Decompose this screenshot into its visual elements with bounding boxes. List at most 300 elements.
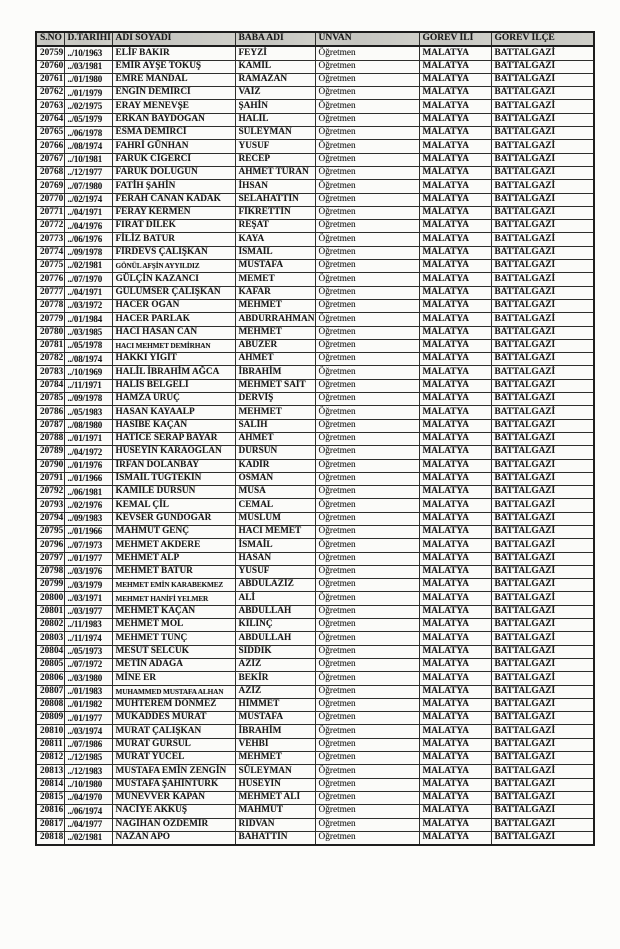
cell-name-surname: MEHMET MOL — [112, 619, 235, 632]
cell-duty-district: BATTALGAZİ — [491, 658, 594, 671]
cell-serial-number: 20765 — [36, 127, 64, 140]
cell-duty-district: BATTALGAZİ — [491, 153, 594, 166]
table-row — [36, 366, 594, 379]
table-row — [36, 765, 594, 778]
table-row — [36, 632, 594, 645]
cell-father-name: MEHMET SAİT — [235, 379, 315, 392]
cell-duty-district: BATTALGAZİ — [491, 446, 594, 459]
cell-name-surname: FATİH ŞAHİN — [112, 180, 235, 193]
cell-name-surname: MURAT GÜRSUL — [112, 738, 235, 751]
cell-duty-province: MALATYA — [419, 87, 491, 100]
cell-title: Öğretmen — [315, 46, 419, 60]
cell-title: Öğretmen — [315, 100, 419, 113]
cell-father-name: HALİL — [235, 113, 315, 126]
cell-duty-province: MALATYA — [419, 233, 491, 246]
table-row — [36, 432, 594, 445]
cell-title: Öğretmen — [315, 658, 419, 671]
cell-duty-province: MALATYA — [419, 672, 491, 685]
cell-duty-province: MALATYA — [419, 472, 491, 485]
cell-serial-number: 20817 — [36, 818, 64, 831]
cell-duty-district: BATTALGAZİ — [491, 765, 594, 778]
cell-duty-district: BATTALGAZİ — [491, 725, 594, 738]
cell-serial-number: 20769 — [36, 180, 64, 193]
cell-title: Öğretmen — [315, 113, 419, 126]
cell-title: Öğretmen — [315, 725, 419, 738]
cell-name-surname: GÖNÜL AFŞİN AYYILDIZ — [112, 260, 235, 273]
cell-duty-district: BATTALGAZİ — [491, 525, 594, 538]
header-row — [36, 32, 594, 46]
cell-father-name: YUSUF — [235, 140, 315, 153]
cell-serial-number: 20790 — [36, 459, 64, 472]
cell-title: Öğretmen — [315, 299, 419, 312]
table-row — [36, 379, 594, 392]
table-row — [36, 791, 594, 804]
cell-father-name: RIDVAN — [235, 818, 315, 831]
cell-father-name: KAFAR — [235, 286, 315, 299]
cell-name-surname: HÜSEYİN KARAOĞLAN — [112, 446, 235, 459]
cell-name-surname: GÜLÇİN KAZANCI — [112, 273, 235, 286]
cell-duty-district: BATTALGAZİ — [491, 260, 594, 273]
cell-father-name: MUSTAFA — [235, 712, 315, 725]
cell-birth-date: ../04/1977 — [64, 818, 112, 831]
table-row — [36, 552, 594, 565]
cell-father-name: ŞAHİN — [235, 100, 315, 113]
cell-serial-number: 20813 — [36, 765, 64, 778]
cell-duty-district: BATTALGAZİ — [491, 246, 594, 259]
cell-title: Öğretmen — [315, 818, 419, 831]
cell-father-name: İBRAHİM — [235, 725, 315, 738]
cell-father-name: AZİZ — [235, 685, 315, 698]
cell-duty-district: BATTALGAZİ — [491, 486, 594, 499]
cell-title: Öğretmen — [315, 645, 419, 658]
cell-father-name: AHMET — [235, 432, 315, 445]
table-row — [36, 592, 594, 605]
cell-title: Öğretmen — [315, 353, 419, 366]
cell-duty-district: BATTALGAZİ — [491, 46, 594, 60]
cell-serial-number: 20783 — [36, 366, 64, 379]
cell-father-name: KAMİL — [235, 60, 315, 73]
cell-father-name: İHSAN — [235, 180, 315, 193]
cell-serial-number: 20766 — [36, 140, 64, 153]
cell-duty-district: BATTALGAZİ — [491, 339, 594, 352]
cell-serial-number: 20786 — [36, 406, 64, 419]
cell-name-surname: ESMA DEMİRCİ — [112, 127, 235, 140]
table-body — [36, 46, 594, 845]
cell-duty-province: MALATYA — [419, 366, 491, 379]
cell-serial-number: 20808 — [36, 698, 64, 711]
table-row — [36, 193, 594, 206]
cell-name-surname: METİN ADAĞA — [112, 658, 235, 671]
cell-father-name: ABDURRAHMAN — [235, 313, 315, 326]
cell-father-name: MEHMET — [235, 406, 315, 419]
cell-serial-number: 20772 — [36, 220, 64, 233]
cell-serial-number: 20797 — [36, 552, 64, 565]
table-row — [36, 619, 594, 632]
table-row — [36, 685, 594, 698]
cell-name-surname: İSMAİL TUĞTEKİN — [112, 472, 235, 485]
cell-duty-district: BATTALGAZİ — [491, 180, 594, 193]
cell-duty-province: MALATYA — [419, 326, 491, 339]
table-row — [36, 499, 594, 512]
cell-duty-province: MALATYA — [419, 579, 491, 592]
table-row — [36, 419, 594, 432]
cell-title: Öğretmen — [315, 393, 419, 406]
cell-duty-province: MALATYA — [419, 698, 491, 711]
cell-father-name: VEHBİ — [235, 738, 315, 751]
cell-birth-date: ../01/1971 — [64, 432, 112, 445]
cell-name-surname: HAMZA URUÇ — [112, 393, 235, 406]
cell-name-surname: FİLİZ BATUR — [112, 233, 235, 246]
cell-name-surname: EMRE MANDAL — [112, 73, 235, 86]
cell-birth-date: ../02/1976 — [64, 499, 112, 512]
cell-duty-province: MALATYA — [419, 100, 491, 113]
cell-serial-number: 20811 — [36, 738, 64, 751]
cell-father-name: İSMAİL — [235, 246, 315, 259]
cell-birth-date: ../01/1966 — [64, 525, 112, 538]
cell-duty-district: BATTALGAZİ — [491, 539, 594, 552]
table-row — [36, 127, 594, 140]
cell-name-surname: HAKKI YİĞİT — [112, 353, 235, 366]
cell-duty-district: BATTALGAZİ — [491, 565, 594, 578]
cell-father-name: FEYZİ — [235, 46, 315, 60]
cell-duty-province: MALATYA — [419, 791, 491, 804]
cell-serial-number: 20778 — [36, 299, 64, 312]
cell-duty-province: MALATYA — [419, 725, 491, 738]
cell-father-name: MUSTAFA — [235, 260, 315, 273]
cell-father-name: VAİZ — [235, 87, 315, 100]
cell-duty-district: BATTALGAZİ — [491, 299, 594, 312]
cell-duty-province: MALATYA — [419, 712, 491, 725]
cell-father-name: ABUZER — [235, 339, 315, 352]
cell-name-surname: MURAT YÜCEL — [112, 752, 235, 765]
cell-birth-date: ../02/1981 — [64, 260, 112, 273]
cell-birth-date: ../03/1977 — [64, 605, 112, 618]
cell-serial-number: 20818 — [36, 831, 64, 845]
cell-birth-date: ../01/1980 — [64, 73, 112, 86]
table-row — [36, 486, 594, 499]
cell-duty-district: BATTALGAZİ — [491, 805, 594, 818]
cell-father-name: İBRAHİM — [235, 366, 315, 379]
cell-name-surname: FIRAT DİLEK — [112, 220, 235, 233]
cell-duty-district: BATTALGAZİ — [491, 313, 594, 326]
cell-name-surname: HALİL İBRAHİM AĞCA — [112, 366, 235, 379]
cell-title: Öğretmen — [315, 605, 419, 618]
cell-title: Öğretmen — [315, 180, 419, 193]
cell-birth-date: ../03/1972 — [64, 299, 112, 312]
cell-duty-province: MALATYA — [419, 486, 491, 499]
cell-father-name: ALİ — [235, 592, 315, 605]
cell-duty-province: MALATYA — [419, 605, 491, 618]
cell-duty-district: BATTALGAZİ — [491, 206, 594, 219]
cell-duty-province: MALATYA — [419, 60, 491, 73]
cell-duty-district: BATTALGAZİ — [491, 233, 594, 246]
cell-father-name: HİMMET — [235, 698, 315, 711]
cell-birth-date: ../05/1983 — [64, 406, 112, 419]
cell-birth-date: ../09/1978 — [64, 393, 112, 406]
table-row — [36, 180, 594, 193]
cell-serial-number: 20775 — [36, 260, 64, 273]
cell-father-name: İSMAİL — [235, 539, 315, 552]
cell-father-name: AHMET — [235, 353, 315, 366]
cell-duty-province: MALATYA — [419, 592, 491, 605]
table-row — [36, 698, 594, 711]
cell-name-surname: MUHAMMED MUSTAFA ALHAN — [112, 685, 235, 698]
cell-birth-date: ../02/1975 — [64, 100, 112, 113]
cell-title: Öğretmen — [315, 778, 419, 791]
column-header-title: UNVAN — [315, 32, 419, 46]
column-header-province: GÖREV İLİ — [419, 32, 491, 46]
cell-serial-number: 20793 — [36, 499, 64, 512]
cell-duty-province: MALATYA — [419, 379, 491, 392]
cell-father-name: KILINÇ — [235, 619, 315, 632]
cell-title: Öğretmen — [315, 446, 419, 459]
cell-title: Öğretmen — [315, 592, 419, 605]
cell-birth-date: ../06/1978 — [64, 127, 112, 140]
cell-father-name: SÜLEYMAN — [235, 127, 315, 140]
cell-serial-number: 20807 — [36, 685, 64, 698]
cell-name-surname: ERKAN BAYDOĞAN — [112, 113, 235, 126]
cell-duty-province: MALATYA — [419, 220, 491, 233]
cell-birth-date: ../01/1976 — [64, 459, 112, 472]
table-row — [36, 831, 594, 845]
cell-name-surname: MEHMET TUNÇ — [112, 632, 235, 645]
cell-title: Öğretmen — [315, 87, 419, 100]
cell-title: Öğretmen — [315, 166, 419, 179]
cell-birth-date: ../03/1980 — [64, 672, 112, 685]
cell-birth-date: ../12/1983 — [64, 765, 112, 778]
cell-duty-district: BATTALGAZİ — [491, 60, 594, 73]
cell-duty-district: BATTALGAZİ — [491, 778, 594, 791]
cell-duty-district: BATTALGAZİ — [491, 632, 594, 645]
cell-father-name: MÜSLÜM — [235, 512, 315, 525]
table-row — [36, 166, 594, 179]
table-row — [36, 113, 594, 126]
table-row — [36, 579, 594, 592]
cell-serial-number: 20803 — [36, 632, 64, 645]
cell-title: Öğretmen — [315, 153, 419, 166]
cell-serial-number: 20773 — [36, 233, 64, 246]
cell-birth-date: ../12/1977 — [64, 166, 112, 179]
cell-name-surname: MEHMET EMİN KARABEKMEZ — [112, 579, 235, 592]
cell-duty-province: MALATYA — [419, 539, 491, 552]
cell-name-surname: NAZAN APO — [112, 831, 235, 845]
table-row — [36, 326, 594, 339]
cell-title: Öğretmen — [315, 512, 419, 525]
cell-serial-number: 20796 — [36, 539, 64, 552]
cell-name-surname: HACER PARLAK — [112, 313, 235, 326]
table-row — [36, 206, 594, 219]
cell-title: Öğretmen — [315, 712, 419, 725]
cell-name-surname: MEHMET AKDERE — [112, 539, 235, 552]
cell-duty-province: MALATYA — [419, 206, 491, 219]
cell-duty-province: MALATYA — [419, 299, 491, 312]
cell-title: Öğretmen — [315, 339, 419, 352]
cell-duty-district: BATTALGAZİ — [491, 672, 594, 685]
cell-serial-number: 20791 — [36, 472, 64, 485]
cell-serial-number: 20764 — [36, 113, 64, 126]
table-row — [36, 459, 594, 472]
cell-serial-number: 20795 — [36, 525, 64, 538]
table-row — [36, 273, 594, 286]
cell-name-surname: GÜLÜMSER ÇALIŞKAN — [112, 286, 235, 299]
cell-name-surname: NAGİHAN ÖZDEMİR — [112, 818, 235, 831]
cell-title: Öğretmen — [315, 260, 419, 273]
cell-birth-date: ../07/1970 — [64, 273, 112, 286]
cell-birth-date: ../04/1971 — [64, 286, 112, 299]
cell-father-name: KAYA — [235, 233, 315, 246]
cell-name-surname: MAHMUT GENÇ — [112, 525, 235, 538]
cell-serial-number: 20777 — [36, 286, 64, 299]
cell-title: Öğretmen — [315, 752, 419, 765]
cell-father-name: OSMAN — [235, 472, 315, 485]
cell-father-name: CEMAL — [235, 499, 315, 512]
cell-duty-district: BATTALGAZİ — [491, 366, 594, 379]
cell-birth-date: ../07/1972 — [64, 658, 112, 671]
table-row — [36, 818, 594, 831]
cell-title: Öğretmen — [315, 765, 419, 778]
cell-title: Öğretmen — [315, 791, 419, 804]
cell-title: Öğretmen — [315, 419, 419, 432]
cell-name-surname: MEHMET HANİFİ YELMER — [112, 592, 235, 605]
cell-name-surname: MEHMET KAÇAN — [112, 605, 235, 618]
cell-duty-district: BATTALGAZİ — [491, 552, 594, 565]
cell-name-surname: ENGİN DEMİRCİ — [112, 87, 235, 100]
table-row — [36, 246, 594, 259]
cell-birth-date: ../01/1983 — [64, 685, 112, 698]
cell-duty-province: MALATYA — [419, 339, 491, 352]
table-row — [36, 87, 594, 100]
table-row — [36, 46, 594, 60]
cell-duty-district: BATTALGAZİ — [491, 472, 594, 485]
cell-duty-district: BATTALGAZİ — [491, 127, 594, 140]
cell-name-surname: HALİS BELGELİ — [112, 379, 235, 392]
cell-father-name: DURSUN — [235, 446, 315, 459]
cell-birth-date: ../01/1977 — [64, 552, 112, 565]
cell-serial-number: 20774 — [36, 246, 64, 259]
cell-duty-province: MALATYA — [419, 525, 491, 538]
cell-duty-province: MALATYA — [419, 419, 491, 432]
table-row — [36, 525, 594, 538]
cell-duty-district: BATTALGAZİ — [491, 87, 594, 100]
cell-serial-number: 20800 — [36, 592, 64, 605]
cell-name-surname: HACI HASAN CAN — [112, 326, 235, 339]
cell-duty-province: MALATYA — [419, 406, 491, 419]
cell-title: Öğretmen — [315, 193, 419, 206]
cell-serial-number: 20816 — [36, 805, 64, 818]
cell-birth-date: ../07/1973 — [64, 539, 112, 552]
cell-serial-number: 20789 — [36, 446, 64, 459]
cell-duty-province: MALATYA — [419, 393, 491, 406]
cell-duty-district: BATTALGAZİ — [491, 499, 594, 512]
table-row — [36, 725, 594, 738]
cell-birth-date: ../04/1970 — [64, 791, 112, 804]
cell-duty-district: BATTALGAZİ — [491, 73, 594, 86]
cell-title: Öğretmen — [315, 672, 419, 685]
cell-duty-district: BATTALGAZİ — [491, 791, 594, 804]
table-row — [36, 393, 594, 406]
cell-birth-date: ../06/1974 — [64, 805, 112, 818]
cell-title: Öğretmen — [315, 472, 419, 485]
cell-serial-number: 20780 — [36, 326, 64, 339]
cell-birth-date: ../11/1974 — [64, 632, 112, 645]
cell-father-name: MAHMUT — [235, 805, 315, 818]
cell-name-surname: MEHMET ALP — [112, 552, 235, 565]
cell-serial-number: 20782 — [36, 353, 64, 366]
cell-duty-province: MALATYA — [419, 831, 491, 845]
cell-name-surname: HACI MEHMET DEMİRHAN — [112, 339, 235, 352]
cell-title: Öğretmen — [315, 273, 419, 286]
cell-title: Öğretmen — [315, 432, 419, 445]
cell-name-surname: KEMAL ÇİL — [112, 499, 235, 512]
cell-father-name: ABDULLAH — [235, 632, 315, 645]
cell-serial-number: 20768 — [36, 166, 64, 179]
cell-duty-district: BATTALGAZİ — [491, 166, 594, 179]
cell-title: Öğretmen — [315, 632, 419, 645]
cell-father-name: HASAN — [235, 552, 315, 565]
table-row — [36, 778, 594, 791]
cell-duty-province: MALATYA — [419, 273, 491, 286]
cell-birth-date: ../03/1979 — [64, 579, 112, 592]
cell-birth-date: ../11/1983 — [64, 619, 112, 632]
table-row — [36, 645, 594, 658]
cell-serial-number: 20810 — [36, 725, 64, 738]
cell-duty-province: MALATYA — [419, 260, 491, 273]
cell-title: Öğretmen — [315, 60, 419, 73]
table-row — [36, 286, 594, 299]
cell-duty-province: MALATYA — [419, 565, 491, 578]
cell-title: Öğretmen — [315, 366, 419, 379]
cell-serial-number: 20801 — [36, 605, 64, 618]
cell-serial-number: 20799 — [36, 579, 64, 592]
table-row — [36, 605, 594, 618]
cell-title: Öğretmen — [315, 246, 419, 259]
cell-name-surname: MESUT SELCUK — [112, 645, 235, 658]
cell-father-name: ABDULAZİZ — [235, 579, 315, 592]
cell-name-surname: FARUK DOLUGÜN — [112, 166, 235, 179]
cell-name-surname: HATİCE SERAP BAYAR — [112, 432, 235, 445]
table-row — [36, 805, 594, 818]
cell-birth-date: ../05/1978 — [64, 339, 112, 352]
cell-serial-number: 20794 — [36, 512, 64, 525]
cell-duty-district: BATTALGAZİ — [491, 592, 594, 605]
cell-duty-province: MALATYA — [419, 193, 491, 206]
cell-name-surname: KEVSER GÜNDOĞAR — [112, 512, 235, 525]
cell-birth-date: ../02/1981 — [64, 831, 112, 845]
cell-father-name: YUSUF — [235, 565, 315, 578]
cell-father-name: RECEP — [235, 153, 315, 166]
cell-name-surname: MUSTAFA EMİN ZENGİN — [112, 765, 235, 778]
cell-duty-province: MALATYA — [419, 805, 491, 818]
cell-father-name: SIDDIK — [235, 645, 315, 658]
cell-title: Öğretmen — [315, 805, 419, 818]
cell-title: Öğretmen — [315, 286, 419, 299]
cell-duty-district: BATTALGAZİ — [491, 193, 594, 206]
cell-title: Öğretmen — [315, 220, 419, 233]
cell-title: Öğretmen — [315, 579, 419, 592]
cell-duty-district: BATTALGAZİ — [491, 432, 594, 445]
cell-serial-number: 20798 — [36, 565, 64, 578]
cell-birth-date: ../04/1976 — [64, 220, 112, 233]
cell-birth-date: ../11/1971 — [64, 379, 112, 392]
cell-name-surname: KAMİLE DURSUN — [112, 486, 235, 499]
cell-father-name: RAMAZAN — [235, 73, 315, 86]
cell-title: Öğretmen — [315, 486, 419, 499]
cell-serial-number: 20802 — [36, 619, 64, 632]
cell-birth-date: ../05/1979 — [64, 113, 112, 126]
cell-title: Öğretmen — [315, 565, 419, 578]
cell-duty-district: BATTALGAZİ — [491, 379, 594, 392]
cell-duty-district: BATTALGAZİ — [491, 818, 594, 831]
